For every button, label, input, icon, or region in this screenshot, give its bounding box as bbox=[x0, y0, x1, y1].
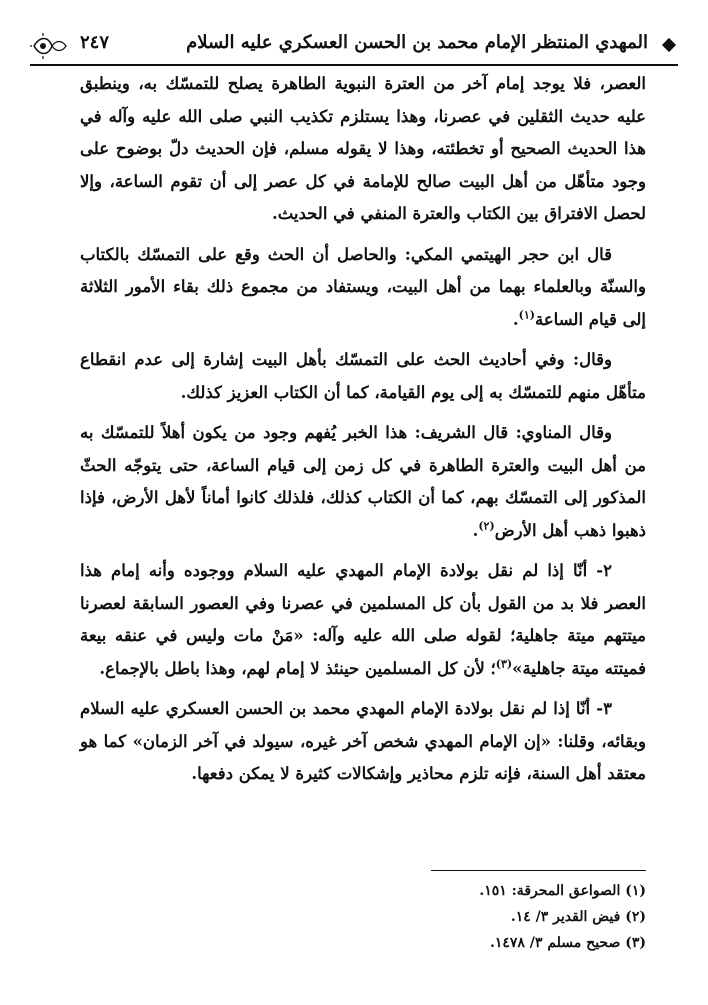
footnote-3: (٣) صحيح مسلم ٣/ ١٤٧٨. bbox=[489, 935, 646, 951]
main-text bbox=[80, 68, 646, 799]
paragraph-6: ٣- أنّا إذا لم نقل بولادة الإمام المهدي محمد بن الحسن العسكري عليه السلام وبقائه، وقلنا: «إن الإمام المهدي شخص آخر غيره، سيولد في آخر الزمان» كما هو معتقد أهل السنة، فإنه تلزم محاذير وإشكالات كثيرة لا يمكن دفعها. bbox=[80, 699, 646, 783]
page-number: ٢٤٧ bbox=[80, 32, 110, 53]
paragraph-2: قال ابن حجر الهيتمي المكي: والحاصل أن الحث وقع على التمسّك بالكتاب والسنّة وبالعلماء بهما من أهل البيت، ويستفاد من مجموع ذلك بقاء الأمور الثلاثة إلى قيام الساعة$^{(١)}$. bbox=[80, 244, 646, 329]
footnote-ref-3: (٣) bbox=[495, 657, 513, 670]
paragraph-3: وقال: وفي أحاديث الحث على التمسّك بأهل البيت إشارة إلى عدم انقطاع متأهّل منهم للتمسّك به إلى يوم القيامة، كما أن الكتاب العزيز كذلك. bbox=[80, 350, 646, 402]
footnote-divider bbox=[431, 870, 646, 871]
footnote-2: (٢) فيض القدير ٣/ ١٤. bbox=[510, 909, 646, 925]
floral-ornament-icon bbox=[30, 32, 70, 60]
footnote-1: (١) الصواعق المحرقة: ١٥١. bbox=[479, 883, 646, 899]
paragraph-5: ٢- أنّا إذا لم نقل بولادة الإمام المهدي عليه السلام ووجوده وأنه إمام هذا العصر فلا بد من القول بأن كل المسلمين في عصرنا وفي العصور السابقة لعصرنا ميتتهم ميتة جاهلية؛ لقوله صلى الله عليه وآله: «مَنْ مات وليس في عنقه بيعة فميتته ميتة جاهلية»$^{(٣)}$؛ لأن كل المسلمين حينئذ لا إمام لهم، وهذا باطل بالإجماع. bbox=[80, 561, 646, 678]
header-diamond-icon bbox=[662, 38, 676, 52]
running-title: المهدي المنتظر الإمام محمد بن الحسن العسكري عليه السلام bbox=[186, 32, 648, 53]
paragraph-4: وقال المناوي: قال الشريف: هذا الخبر يُفهم وجود من يكون أهلاً للتمسّك به من أهل البيت والعترة الطاهرة في كل زمن إلى قيام الساعة، حتى يتوجّه الحثّ المذكور إلى التمسّك بهم، كما أن الكتاب كذلك، فلذلك كانوا أماناً لأهل الأرض، فإذا ذهبوا ذهب أهل الأرض$^{(٢)}$. bbox=[80, 423, 646, 540]
paragraph-1: العصر، فلا يوجد إمام آخر من العترة النبوية الطاهرة يصلح للتمسّك به، وينطبق عليه حديث الثقلين في عصرنا، وهذا يستلزم تكذيب النبي صلى الله عليه وآله في هذا الحديث الصحيح أو تخطئته، وهذا لا يقوله مسلم، فإن الحديث دلّ بوضوح على وجود متأهّل من أهل البيت صالح للإمامة في كل عصر إلى أن تقوم الساعة، وإلا لحصل الافتراق بين الكتاب والعترة المنفي في الحديث. bbox=[80, 74, 646, 223]
page-header bbox=[30, 30, 678, 66]
footnote-ref-2: (٢) bbox=[478, 519, 495, 532]
footnote-ref-1: (١) bbox=[518, 308, 535, 321]
footnotes bbox=[246, 878, 646, 956]
